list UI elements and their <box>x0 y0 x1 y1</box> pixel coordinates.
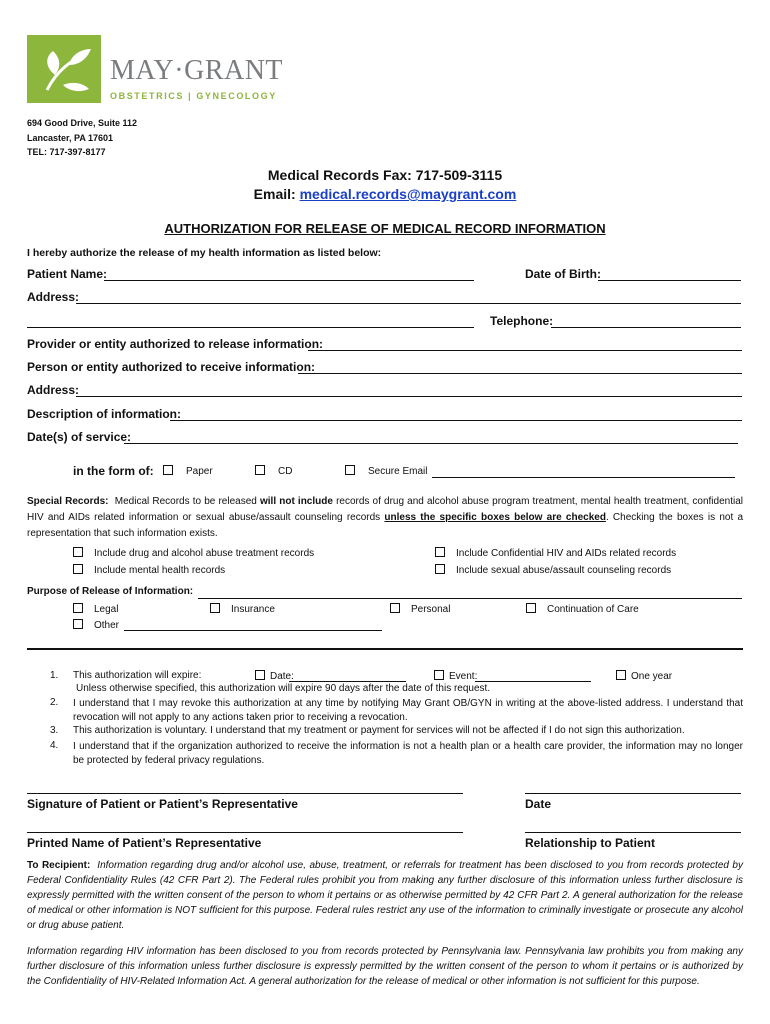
section-divider <box>27 648 743 650</box>
note-num-4: 4. <box>50 740 59 751</box>
description-field[interactable] <box>170 420 742 421</box>
expire-date-option[interactable]: Date: <box>255 670 294 682</box>
description-label: Description of information: <box>27 407 181 421</box>
expire-one-year-option[interactable]: One year <box>616 670 672 682</box>
checkbox-icon <box>435 564 445 574</box>
option-secure-email[interactable]: Secure Email <box>345 465 427 477</box>
logo-name: MAY·GRANT <box>110 55 284 86</box>
option-paper[interactable]: Paper <box>163 465 213 477</box>
note-2: I understand that I may revoke this authorization at any time by notifying May Grant OB/GYN in writing at the above-listed address. I understand that revocation will not apply to any actions taken prior to receiving a revocation. <box>73 698 743 723</box>
include-drug-alcohol[interactable]: Include drug and alcohol abuse treatment records <box>73 547 314 559</box>
checkbox-icon <box>73 603 83 613</box>
checkbox-icon <box>616 670 626 680</box>
address2-field[interactable] <box>76 396 742 397</box>
checkbox-icon <box>73 619 83 629</box>
patient-name-field[interactable] <box>104 280 474 281</box>
provider-field[interactable] <box>308 350 742 351</box>
printed-name-label: Printed Name of Patient’s Representative <box>27 836 262 850</box>
checkbox-icon <box>163 465 173 475</box>
telephone-label: Telephone: <box>490 314 554 328</box>
checkbox-icon <box>526 603 536 613</box>
leaf-icon <box>27 35 101 103</box>
dates-label: Date(s) of service: <box>27 430 132 444</box>
telephone-field[interactable] <box>551 327 741 328</box>
fax-line: Medical Records Fax: 717-509-3115 <box>267 167 503 183</box>
person-label: Person or entity authorized to receive information: <box>27 360 316 374</box>
logo-subtitle: OBSTETRICS | GYNECOLOGY <box>110 91 277 101</box>
person-field[interactable] <box>298 373 742 374</box>
signature-field[interactable] <box>27 793 463 794</box>
expire-event-option[interactable]: Event: <box>434 670 477 682</box>
form-title: AUTHORIZATION FOR RELEASE OF MEDICAL RECORD INFORMATION <box>164 221 606 236</box>
note-4: I understand that if the organization authorized to receive the information is not a health plan or a health care provider, the information may no longer be protected by federal privacy regulations. <box>73 741 743 766</box>
purpose-legal[interactable]: Legal <box>73 603 118 615</box>
address-field-2[interactable] <box>27 327 474 328</box>
email-line <box>0 186 770 202</box>
checkbox-icon <box>73 564 83 574</box>
address2-label: Address: <box>27 383 80 397</box>
address-label: Address: <box>27 290 80 304</box>
checkbox-icon <box>435 547 445 557</box>
relationship-field[interactable] <box>525 832 741 833</box>
dob-label: Date of Birth: <box>525 267 601 281</box>
checkbox-icon <box>255 670 265 680</box>
dob-field[interactable] <box>598 280 741 281</box>
note-3: This authorization is voluntary. I understand that my treatment or payment for services will not be affected if I do not sign this authorization. <box>73 725 685 736</box>
expire-note: Unless otherwise specified, this authorization will expire 90 days after the date of this request. <box>76 683 491 694</box>
checkbox-icon <box>390 603 400 613</box>
date-label: Date <box>525 797 552 811</box>
logo-mark <box>27 35 101 103</box>
dates-field[interactable] <box>124 443 738 444</box>
checkbox-icon <box>345 465 355 475</box>
note-num-2: 2. <box>50 697 59 708</box>
checkbox-icon <box>73 547 83 557</box>
purpose-continuation[interactable]: Continuation of Care <box>526 603 639 615</box>
secure-email-field[interactable] <box>432 477 735 478</box>
form-of-label: in the form of: <box>73 464 154 478</box>
purpose-other[interactable]: Other <box>73 619 119 631</box>
purpose-label: Purpose of Release of Information: <box>27 586 194 597</box>
patient-name-label: Patient Name: <box>27 267 108 281</box>
address-field[interactable] <box>76 303 741 304</box>
purpose-other-field[interactable] <box>124 630 382 631</box>
address-line-3: TEL: 717-397-8177 <box>27 147 106 157</box>
option-cd[interactable]: CD <box>255 465 292 477</box>
recipient-notice: To Recipient: Information regarding drug and/or alcohol use, abuse, treatment, or referrals for treatment has been disclosed to you from records protected by Federal Confidentiality Rules (42 CFR Part 2). The Federal rules prohibit you from making any further disclosure of this information unless further disclosure is expressly permitted with the written consent of the person to whom it pertains or as otherwise permitted by 42 CFR Part 2. A general authorization for the release of medical or other information is NOT sufficient for this purpose. Federal rules restrict any use of the information to criminally investigate or prosecute any alcohol or drug abuse patient. <box>27 860 743 931</box>
expire-event-field[interactable] <box>475 681 591 682</box>
note-num-1: 1. <box>50 670 59 681</box>
email-link[interactable]: medical.records@maygrant.com <box>299 186 517 202</box>
purpose-personal[interactable]: Personal <box>390 603 450 615</box>
special-records-text: Special Records: Medical Records to be released will not include records of drug and alcohol abuse program treatment, mental health treatment, confidential HIV and AIDs related information or sexual abuse/assault counseling records unless the specific boxes below are checked. Checking the boxes is not a representation that such information exists. <box>27 496 744 539</box>
checkbox-icon <box>255 465 265 475</box>
date-field[interactable] <box>525 793 741 794</box>
intro-text: I hereby authorize the release of my health information as listed below: <box>27 247 382 259</box>
provider-label: Provider or entity authorized to release information: <box>27 337 324 351</box>
checkbox-icon <box>210 603 220 613</box>
include-hiv[interactable]: Include Confidential HIV and AIDs related records <box>435 547 676 559</box>
email-label: Email: <box>253 186 296 202</box>
expire-date-field[interactable] <box>289 681 406 682</box>
printed-name-field[interactable] <box>27 832 463 833</box>
include-sexual-abuse[interactable]: Include sexual abuse/assault counseling records <box>435 564 671 576</box>
hiv-notice: Information regarding HIV information has been disclosed to you from records protected by Pennsylvania law. Pennsylvania law prohibits you from making any further disclosure of this information unless further disclosure is expressly permitted by the written consent of the person to whom it pertains or is authorized by the Confidentiality of HIV-Related Information Act. A general authorization for the release of medical or other information is not sufficient for this purpose. <box>27 946 743 987</box>
address-line-2: Lancaster, PA 17601 <box>27 133 114 143</box>
signature-label: Signature of Patient or Patient’s Representative <box>27 797 298 811</box>
purpose-insurance[interactable]: Insurance <box>210 603 275 615</box>
checkbox-icon <box>434 670 444 680</box>
include-mental-health[interactable]: Include mental health records <box>73 564 225 576</box>
address-line-1: 694 Good Drive, Suite 112 <box>27 118 138 128</box>
note-num-3: 3. <box>50 725 59 736</box>
purpose-field[interactable] <box>198 598 742 599</box>
expire-label: This authorization will expire: <box>73 670 202 681</box>
relationship-label: Relationship to Patient <box>525 836 656 850</box>
